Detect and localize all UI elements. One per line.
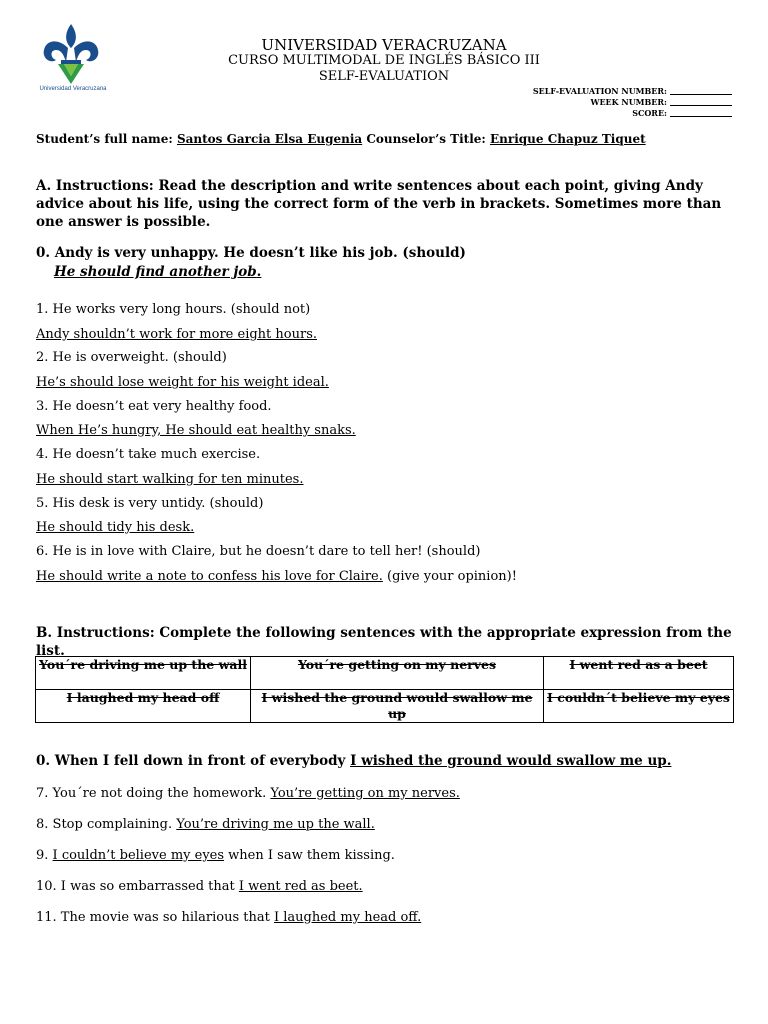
sentence-11	[36, 910, 421, 925]
question-4: 4. He doesn’t take much exercise.	[36, 447, 261, 462]
answer-6-line	[36, 569, 517, 584]
example-answer-text: He should find another job	[54, 264, 257, 280]
self-evaluation-number-field	[533, 86, 732, 96]
sentence-answer: You’re getting on my nerves.	[270, 786, 460, 801]
sentence-text: 7. You´re not doing the homework.	[36, 786, 271, 801]
sentence-7	[36, 786, 460, 801]
answer-4: He should start walking for ten minutes.	[36, 472, 304, 487]
example-prefix: 0. When I fell down in front of everybody	[36, 753, 351, 769]
sentence-9	[36, 848, 395, 863]
question-2: 2. He is overweight. (should)	[36, 350, 227, 365]
answer-5: He should tidy his desk.	[36, 520, 195, 535]
score-field	[632, 108, 732, 118]
answer-6: He should write a note to confess his love for Claire.	[36, 569, 383, 584]
course-title: CURSO MULTIMODAL DE INGLÉS BÁSICO III	[228, 53, 540, 68]
sentence-text: 10. I was so embarrassed that	[36, 879, 239, 894]
section-b-example	[36, 753, 671, 769]
sentence-answer: I went red as beet.	[238, 879, 363, 894]
sentence-8	[36, 817, 375, 832]
expression-cell: I wished the ground would swallow me up	[251, 690, 544, 723]
expression-cell: You´re driving me up the wall	[36, 657, 251, 690]
section-a-instructions: A. Instructions: Read the description and write sentences about each point, giving Andy advice about his life, using the correct form of the verb in brackets. Sometimes more than one answer is possible.	[36, 178, 722, 231]
answer-2: He’s should lose weight for his weight ideal.	[36, 375, 329, 390]
counselor-label: Counselor’s Title:	[366, 132, 486, 146]
expression-cell: I laughed my head off	[36, 690, 251, 723]
answer-3: When He’s hungry, He should eat healthy snaks.	[36, 423, 356, 438]
sentence-text: 9.	[36, 848, 53, 863]
example-answer: I wished the ground would swallow me up.	[350, 753, 672, 769]
document-title: SELF-EVALUATION	[318, 69, 450, 84]
sentence-10	[36, 879, 363, 894]
sentence-answer: I couldn’t believe my eyes	[52, 848, 225, 863]
section-b-instructions: B. Instructions: Complete the following sentences with the appropriate expression from the list.	[36, 625, 732, 660]
table-row	[36, 690, 734, 723]
university-title: UNIVERSIDAD VERACRUZANA	[261, 36, 507, 54]
question-6: 6. He is in love with Claire, but he doesn’t dare to tell her! (should)	[36, 544, 481, 559]
example-answer-period: .	[256, 264, 262, 280]
question-3: 3. He doesn’t eat very healthy food.	[36, 399, 272, 414]
section-a-example-answer	[54, 264, 261, 280]
expression-cell: You´re getting on my nerves	[251, 657, 544, 690]
sentence-answer: I laughed my head off.	[274, 910, 422, 925]
section-a-example-question: 0. Andy is very unhappy. He doesn’t like his job. (should)	[36, 245, 466, 261]
answer-6-note: (give your opinion)!	[382, 569, 517, 584]
student-name-label: Student’s full name:	[36, 132, 173, 146]
meta-label: SELF-EVALUATION NUMBER:	[532, 86, 667, 96]
student-info-line	[36, 132, 646, 146]
sentence-text: when I saw them kissing.	[224, 848, 395, 863]
table-row	[36, 657, 734, 690]
sentence-answer: You’re driving me up the wall.	[176, 817, 375, 832]
question-1: 1. He works very long hours. (should not)	[36, 302, 311, 317]
sentence-text: 11. The movie was so hilarious that	[36, 910, 274, 925]
expression-cell: I couldn´t believe my eyes	[544, 690, 734, 723]
week-number-field	[590, 97, 732, 107]
sentence-text: 8. Stop complaining.	[36, 817, 177, 832]
question-5: 5. His desk is very untidy. (should)	[36, 496, 264, 511]
expression-list-table	[35, 656, 734, 723]
meta-label: WEEK NUMBER:	[590, 97, 667, 107]
student-name: Santos Garcia Elsa Eugenia	[176, 132, 363, 146]
logo-caption: Universidad Veracruzana	[39, 86, 107, 92]
counselor-name: Enrique Chapuz Tiquet	[490, 132, 646, 146]
expression-cell: I went red as a beet	[544, 657, 734, 690]
answer-1: Andy shouldn’t work for more eight hours.	[36, 327, 317, 342]
meta-label: SCORE:	[632, 108, 667, 118]
